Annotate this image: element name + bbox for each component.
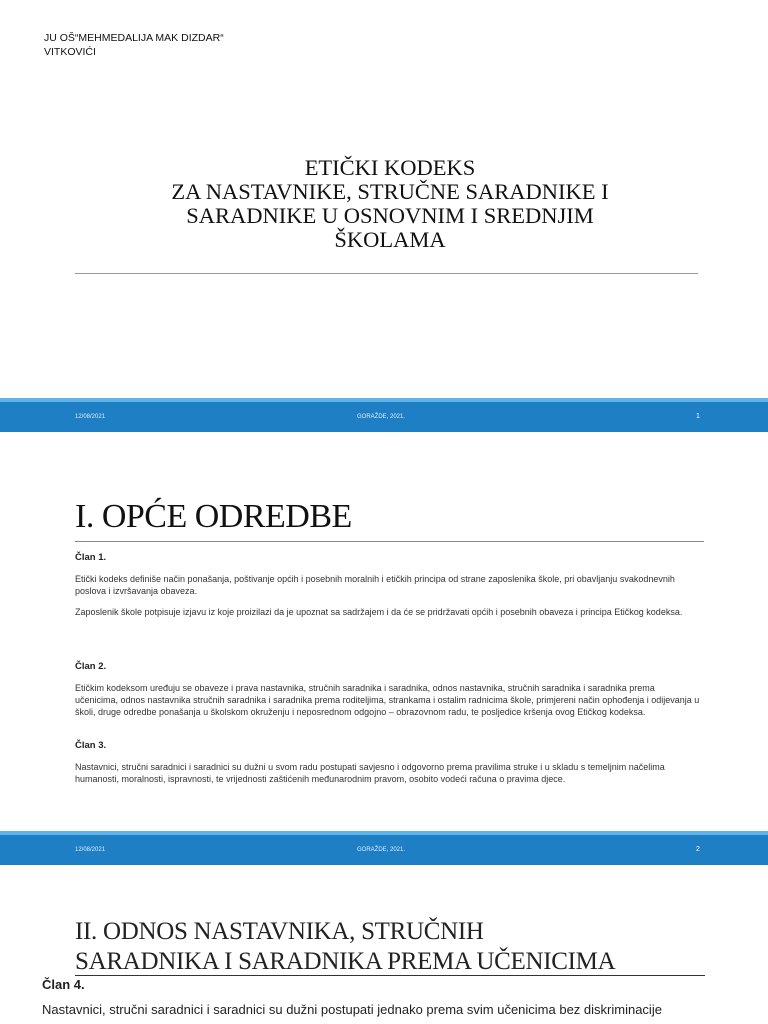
school-name-line1: JU OŠ“MEHMEDALIJA MAK DIZDAR“ [44,32,224,44]
title-line-3: SARADNIKE U OSNOVNIM I SREDNJIM [186,203,594,228]
school-name [44,31,224,59]
title-line-2: ZA NASTAVNIKE, STRUČNE SARADNIKE I [171,179,609,204]
slide-1 [0,0,768,400]
clan-1-label: Član 1. [75,552,107,563]
footer-page-number: 1 [696,413,700,420]
section-heading-divider [75,541,704,542]
section-heading-2-divider [75,975,705,976]
section-heading-2 [75,917,715,977]
school-name-line2: VITKOVIĆI [44,46,96,58]
clan-1-paragraph-1: Etički kodeks definiše način ponašanja, poštivanje općih i posebnih moralnih i etičkih principa od strane zaposlenika škole, pri obavljanju svakodnevnih poslova i izvršavanja obaveza. [75,574,675,596]
clan-2-label: Član 2. [75,661,107,672]
clan-3-paragraph-1: Nastavnici, stručni saradnici i saradnici su dužni u svom radu postupati savjesno i odgovorno prema pravilima struke i u skladu s temeljnim načelima humanosti, moralnosti, ispravnosti, te vrijednosti zaštićenih međunarodnim pravom, osobito vodeći računa o pravima djece. [75,762,665,784]
slide-2-footer [0,831,768,865]
title-divider [75,273,698,274]
clan-4-label: Član 4. [42,977,85,992]
title-line-1: ETIČKI KODEKS [304,155,476,180]
clan-4-paragraph-1: Nastavnici, stručni saradnici i saradnici su dužni postupati jednako prema svim učenicima bez diskriminacije [42,1002,662,1017]
footer-date: 12/08/2021 [75,414,106,420]
footer-date: 12/08/2021 [75,847,106,853]
title-line-4: ŠKOLAMA [334,227,446,252]
section-heading-1: I. OPĆE ODREDBE [75,498,352,535]
clan-1-paragraph-2: Zaposlenik škole potpisuje izjavu iz koje proizilazi da je upoznat sa sadržajem i da će se pridržavati općih i posebnih obaveza i principa Etičkog kodeksa. [75,607,683,617]
slide-1-footer [0,398,768,432]
footer-page-number: 2 [696,846,700,853]
section-heading-2-line2: SARADNIKA I SARADNIKA PREMA UČENICIMA [75,948,616,975]
clan-2-paragraph-1: Etičkim kodeksom uređuju se obaveze i prava nastavnika, stručnih saradnika i saradnika, odnos nastavnika, stručnih saradnika i saradnika prema učenicima, odnos nastavnika stručnih saradnika i saradnika prema roditeljima, strankama i ostalim radnicima škole, primjereni način ophođenja i odijevanja u školi, druge odredbe ponašanja u školskom okruženju i neposrednom odgojno – obrazovnom radu, te posljedice kršenja ovog Etičkog kodeksa. [75,683,700,717]
section-heading-2-line1: II. ODNOS NASTAVNIKA, STRUČNIH [75,918,484,945]
footer-place: GORAŽDE, 2021. [357,414,406,420]
footer-place: GORAŽDE, 2021. [357,847,406,853]
clan-3-label: Član 3. [75,740,107,751]
document-title [80,156,700,252]
